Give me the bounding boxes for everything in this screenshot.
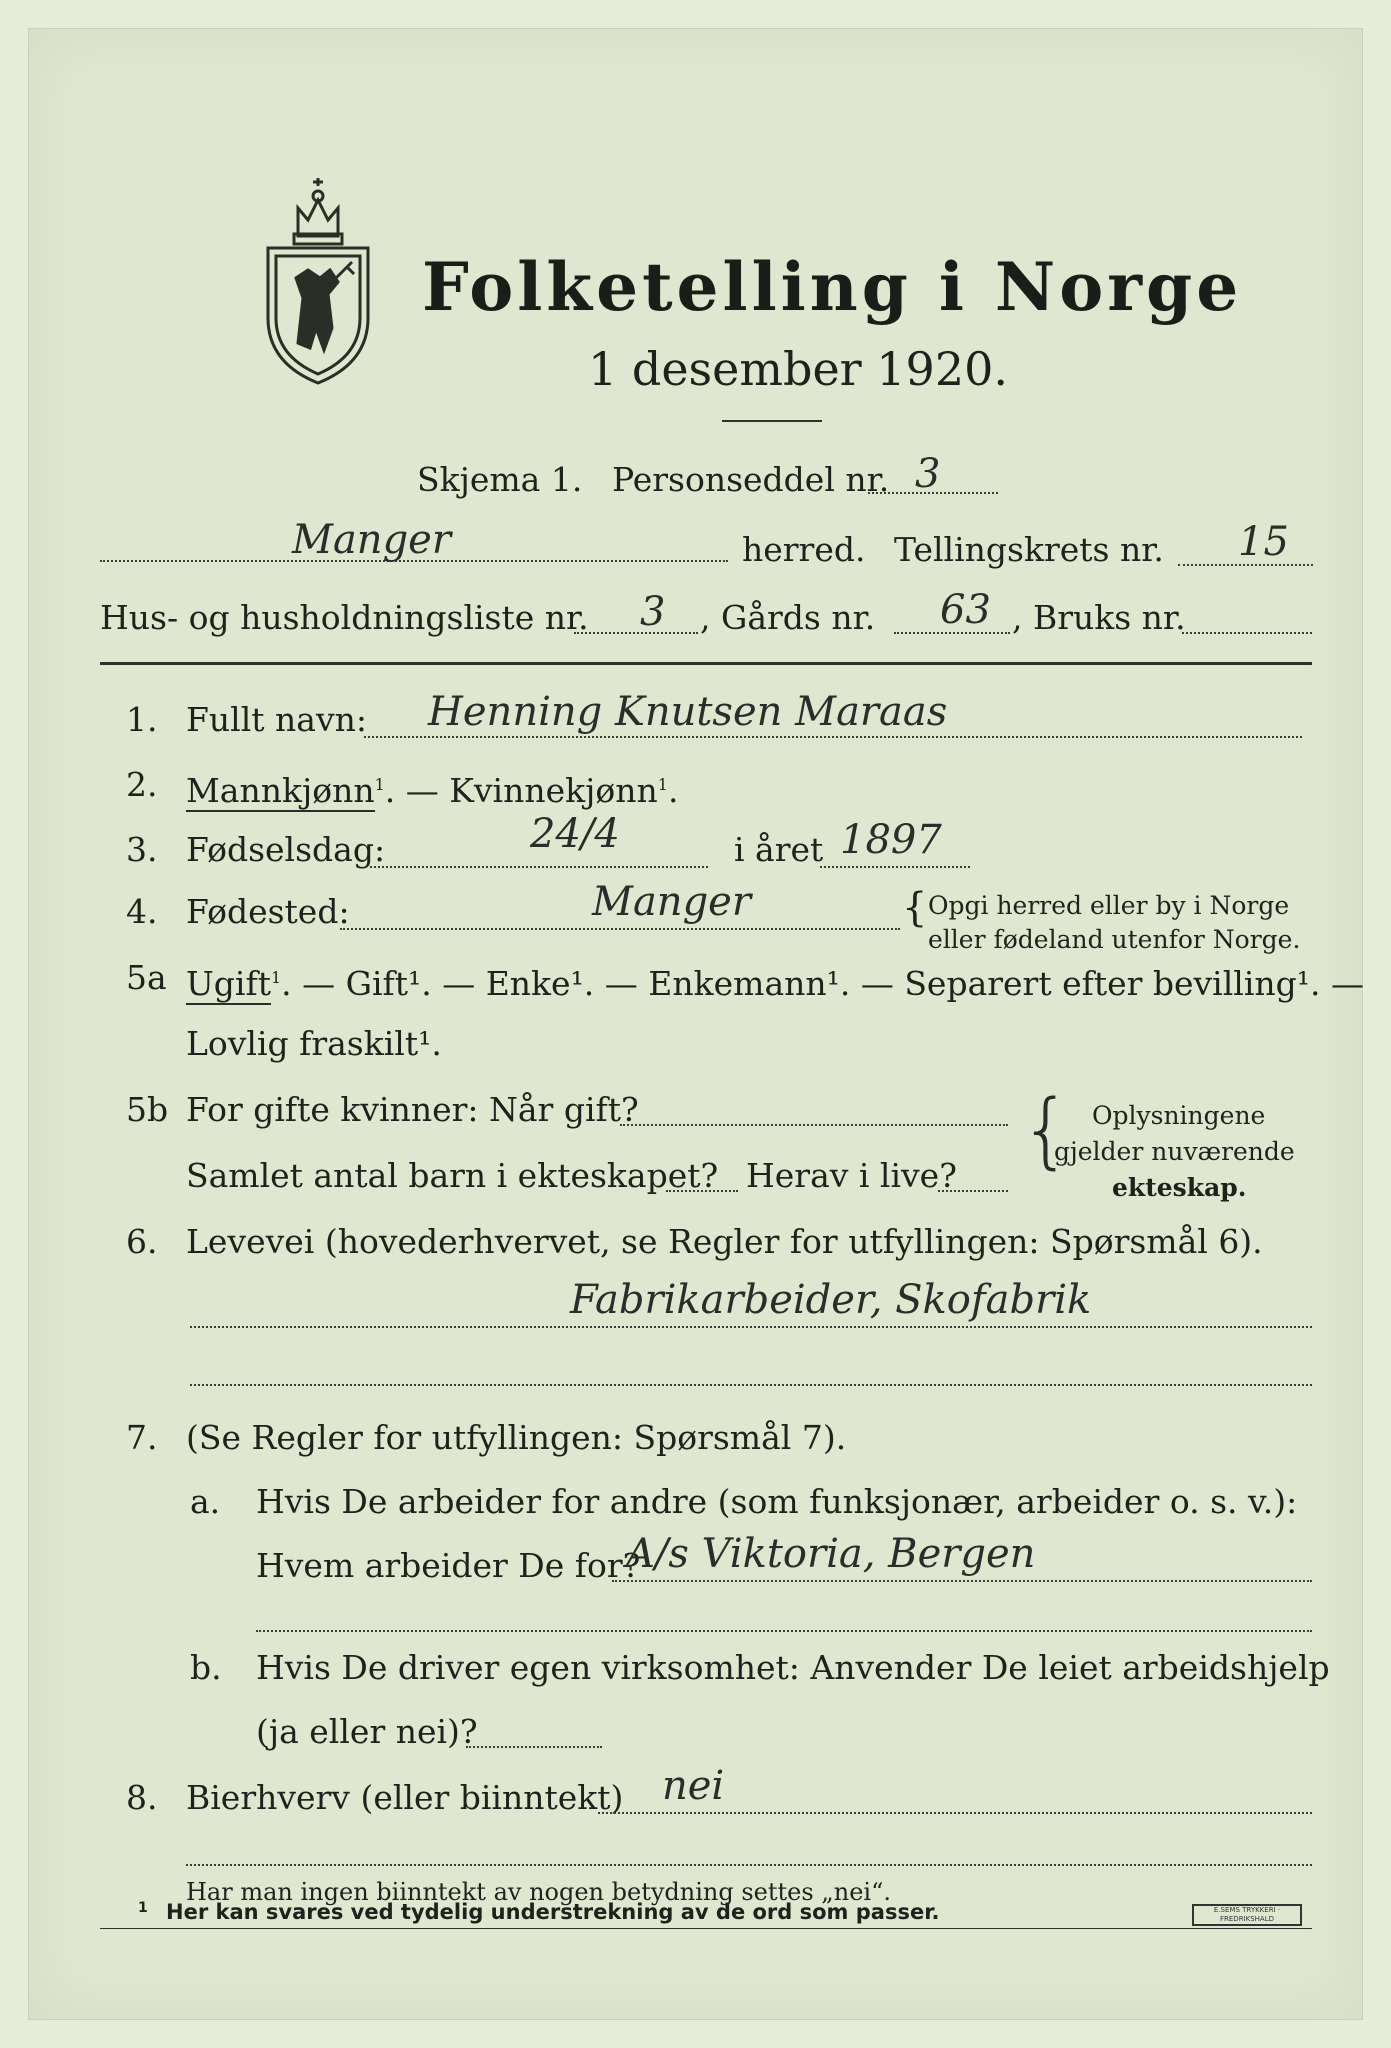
q7a-number: a. — [190, 1482, 221, 1521]
q5b-label-alive: Herav i live? — [746, 1156, 957, 1195]
q4-label: Fødested: — [186, 892, 350, 931]
kvinnekjonn-option[interactable]: Kvinnekjønn — [449, 771, 658, 810]
census-form-page: Folketelling i Norge 1 desember 1920. Skjema 1. Personseddel nr. 3 Manger herred. Tellingskrets nr. 15 Hus- og husholdningsliste nr. 3 , Gårds nr. 63 , Bruks nr. 1. Fullt navn: Henning Knutsen Maraas 2. Mannkjønn$^1$. — Kvinnekjønn$^1$. 3. Fødselsdag: 24/4 i året 1897 4. Fødested: Manger { Opgi herred eller by i Norge eller fødeland utenfor Norge. 5a Ugift$^1$. — Gift¹. — Enke¹. — Enkemann¹. — Separert efter bevilling¹. — Lovlig fraskilt¹. 5b For gifte kvinner: Når gift? Samlet antal barn i ekteskapet? Herav i live? { Oplysningene gjelder nuværende ekteskap. 6. Levevei (hovederhvervet, se Regler for utfyllingen: Spørsmål 6). Fabrikarbeider, Skofabrik 7. (Se Regler for utfyllingen: Spørsmål 7). a. Hvis De arbeider for andre (som funksjonær, arbeider o. s. v.): Hvem arbeider De for? A/s Viktoria, Bergen b. Hvis De driver egen virksomhet: Anvender De leiet arbeidshjelp (ja eller nei)? 8. Bierhverv (eller biinntekt) nei Har man ingen biinntekt av nogen betydning settes „nei“. 1 Her kan svares ved tydelig understrekning av de ord som passer. E.SEMS TRYKKERI · FREDRIKSHALD — [0, 0, 1391, 2048]
gards-value[interactable]: 63 — [940, 587, 991, 633]
q7b-label-line2: (ja eller nei)? — [256, 1712, 478, 1751]
herred-value[interactable]: Manger — [292, 517, 451, 563]
q7-label: (Se Regler for utfyllingen: Spørsmål 7). — [186, 1418, 847, 1457]
children-total-field[interactable] — [666, 1190, 738, 1192]
q7a-label-line1: Hvis De arbeider for andre (som funksjonær, arbeider o. s. v.): — [256, 1482, 1298, 1521]
q8-label: Bierhverv (eller biinntekt) — [186, 1778, 624, 1817]
q5b-note-line1: Oplysningene — [1092, 1101, 1266, 1130]
header-divider — [100, 662, 1312, 665]
occupation-value[interactable]: Fabrikarbeider, Skofabrik — [570, 1277, 1092, 1323]
q7b-label-line1: Hvis De driver egen virksomhet: Anvender De leiet arbeidshjelp — [256, 1648, 1330, 1687]
q7b-number: b. — [190, 1648, 222, 1687]
mannkjonn-option[interactable]: Mannkjønn — [186, 771, 375, 810]
census-date: 1 desember 1920. — [588, 342, 1008, 396]
q6-number: 6. — [126, 1222, 158, 1261]
side-income-value[interactable]: nei — [662, 1763, 725, 1809]
birthdate-value[interactable]: 24/4 — [530, 811, 620, 857]
q8-number: 8. — [126, 1778, 158, 1817]
q5b-label-married: For gifte kvinner: Når gift? — [186, 1090, 639, 1129]
q5b-note-line2: gjelder nuværende — [1054, 1137, 1295, 1166]
q3-label: Fødselsdag: — [186, 830, 386, 869]
birthplace-value[interactable]: Manger — [592, 879, 751, 925]
tellingskrets-value[interactable]: 15 — [1238, 519, 1289, 565]
q4-number: 4. — [126, 892, 158, 931]
q7a-label-line2: Hvem arbeider De for? — [256, 1546, 641, 1585]
husholdningsliste-value[interactable]: 3 — [640, 589, 666, 635]
norwegian-coat-of-arms-icon — [258, 178, 378, 388]
form-title: Folketelling i Norge — [422, 248, 1243, 326]
q1-number: 1. — [126, 700, 158, 739]
married-when-field[interactable] — [620, 1124, 1008, 1126]
lovlig-fraskilt-option[interactable]: Lovlig fraskilt¹. — [186, 1024, 442, 1063]
tellingskrets-label: Tellingskrets nr. — [894, 530, 1164, 569]
q5b-number: 5b — [126, 1090, 169, 1129]
footer-divider — [100, 1928, 1312, 1929]
footnote-text: Her kan svares ved tydelig understrekning av de ord som passer. — [166, 1900, 940, 1924]
personseddel-value[interactable]: 3 — [915, 451, 941, 497]
ugift-option[interactable]: Ugift — [186, 964, 271, 1003]
aret-label: i året — [734, 830, 824, 869]
husholdningsliste-label: Hus- og husholdningsliste nr. — [100, 598, 589, 637]
employer-extra-line[interactable] — [256, 1630, 1312, 1632]
q5b-note-line3: ekteskap. — [1112, 1173, 1247, 1202]
personseddel-label: Personseddel nr. — [612, 460, 890, 499]
q2-options: Mannkjønn$^1$. — Kvinnekjønn$^1$. — [186, 771, 679, 810]
q1-label: Fullt navn: — [186, 700, 367, 739]
side-income-extra-line[interactable] — [186, 1864, 1312, 1866]
skjema-label: Skjema 1. — [417, 460, 583, 499]
q4-note-line2: eller fødeland utenfor Norge. — [928, 925, 1301, 954]
herred-label: herred. — [742, 530, 866, 569]
title-divider — [722, 420, 822, 422]
q3-number: 3. — [126, 830, 158, 869]
birthyear-value[interactable]: 1897 — [840, 817, 942, 863]
bruks-label: , Bruks nr. — [1012, 598, 1186, 637]
footnote-mark: 1 — [138, 1900, 148, 1916]
q4-note-line1: Opgi herred eller by i Norge — [928, 891, 1290, 920]
marital-options-rest: . — Gift¹. — Enke¹. — Enkemann¹. — Separert efter bevilling¹. — — [281, 964, 1364, 1003]
q5a-number: 5a — [126, 958, 167, 997]
employer-value[interactable]: A/s Viktoria, Bergen — [626, 1531, 1036, 1577]
q2-number: 2. — [126, 765, 158, 804]
full-name-value[interactable]: Henning Knutsen Maraas — [428, 689, 948, 735]
q6-label: Levevei (hovederhvervet, se Regler for utfyllingen: Spørsmål 6). — [186, 1222, 1263, 1261]
q8-note: Har man ingen biinntekt av nogen betydning settes „nei“. — [186, 1878, 891, 1906]
q5b-label-children: Samlet antal barn i ekteskapet? — [186, 1156, 719, 1195]
q7-number: 7. — [126, 1418, 158, 1457]
children-alive-field[interactable] — [938, 1190, 1008, 1192]
occupation-extra-line[interactable] — [190, 1384, 1312, 1386]
gards-label: , Gårds nr. — [700, 598, 876, 637]
hired-help-field[interactable] — [466, 1746, 602, 1748]
q5a-options: Ugift$^1$. — Gift¹. — Enke¹. — Enkemann¹. — Separert efter bevilling¹. — — [186, 964, 1364, 1003]
printer-stamp: E.SEMS TRYKKERI · FREDRIKSHALD — [1192, 1904, 1302, 1926]
